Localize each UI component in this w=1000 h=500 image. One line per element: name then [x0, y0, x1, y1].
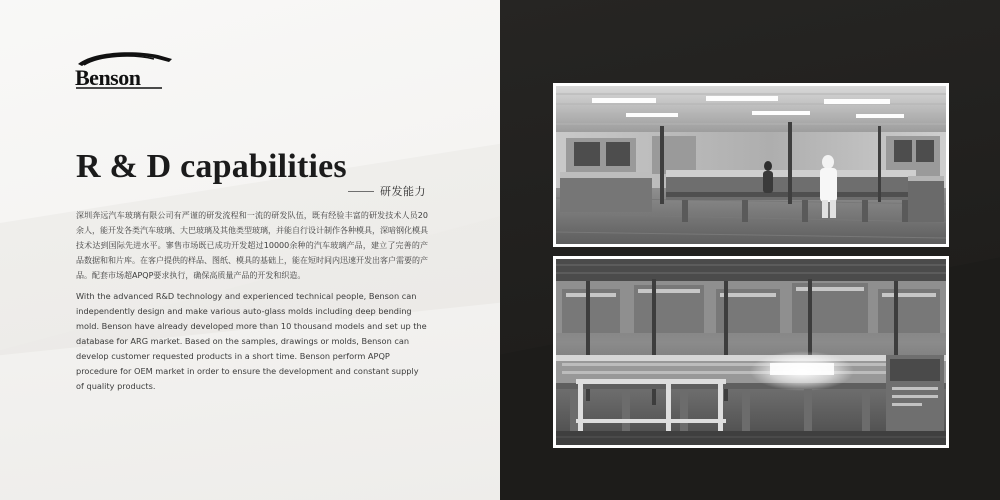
page-subtitle: 研发能力: [380, 185, 426, 198]
svg-text:Benson: Benson: [75, 65, 141, 90]
page-title: R & D capabilities: [76, 148, 347, 185]
paragraph-chinese: 深圳奔远汽车玻璃有限公司有严谨的研发流程和一流的研发队伍，既有经验丰富的研发技术人员20余人，能开发各类汽车玻璃、大巴玻璃及其他类型玻璃，并能自行设计制作各种模具，深喑钢化模具技术达到国际先进水平。寥售市场既已成功开发超过10000余种的汽车玻璃产品，建立了完善的产品数据和和片库。在客户提供的样品、图纸、模具的基础上，能在短时间内迅速开发出客户需要的产品。配套市场超APQP要求执行，确保高质量产品的开发和织造。: [76, 211, 428, 280]
paragraph-english: With the advanced R&D technology and experienced technical people, Benson can independently design and make various auto-glass molds including deep bending mold. Benson have already developed more than 10 thousand models and set up the database for ARG market. Based on the samples, drawings or molds, Benson can develop customer requested products in a short time. Benson perform APQP procedure for OEM market in order to ensure the development and constant supply of quality products.: [76, 291, 427, 391]
photo-clean-room-production-line: [553, 83, 949, 247]
subtitle-group: [76, 183, 426, 199]
subtitle-rule: [348, 191, 374, 192]
photo-glass-tempering-machinery: [553, 256, 949, 448]
benson-logo: [74, 50, 174, 92]
right-image-panel: [500, 0, 1000, 500]
